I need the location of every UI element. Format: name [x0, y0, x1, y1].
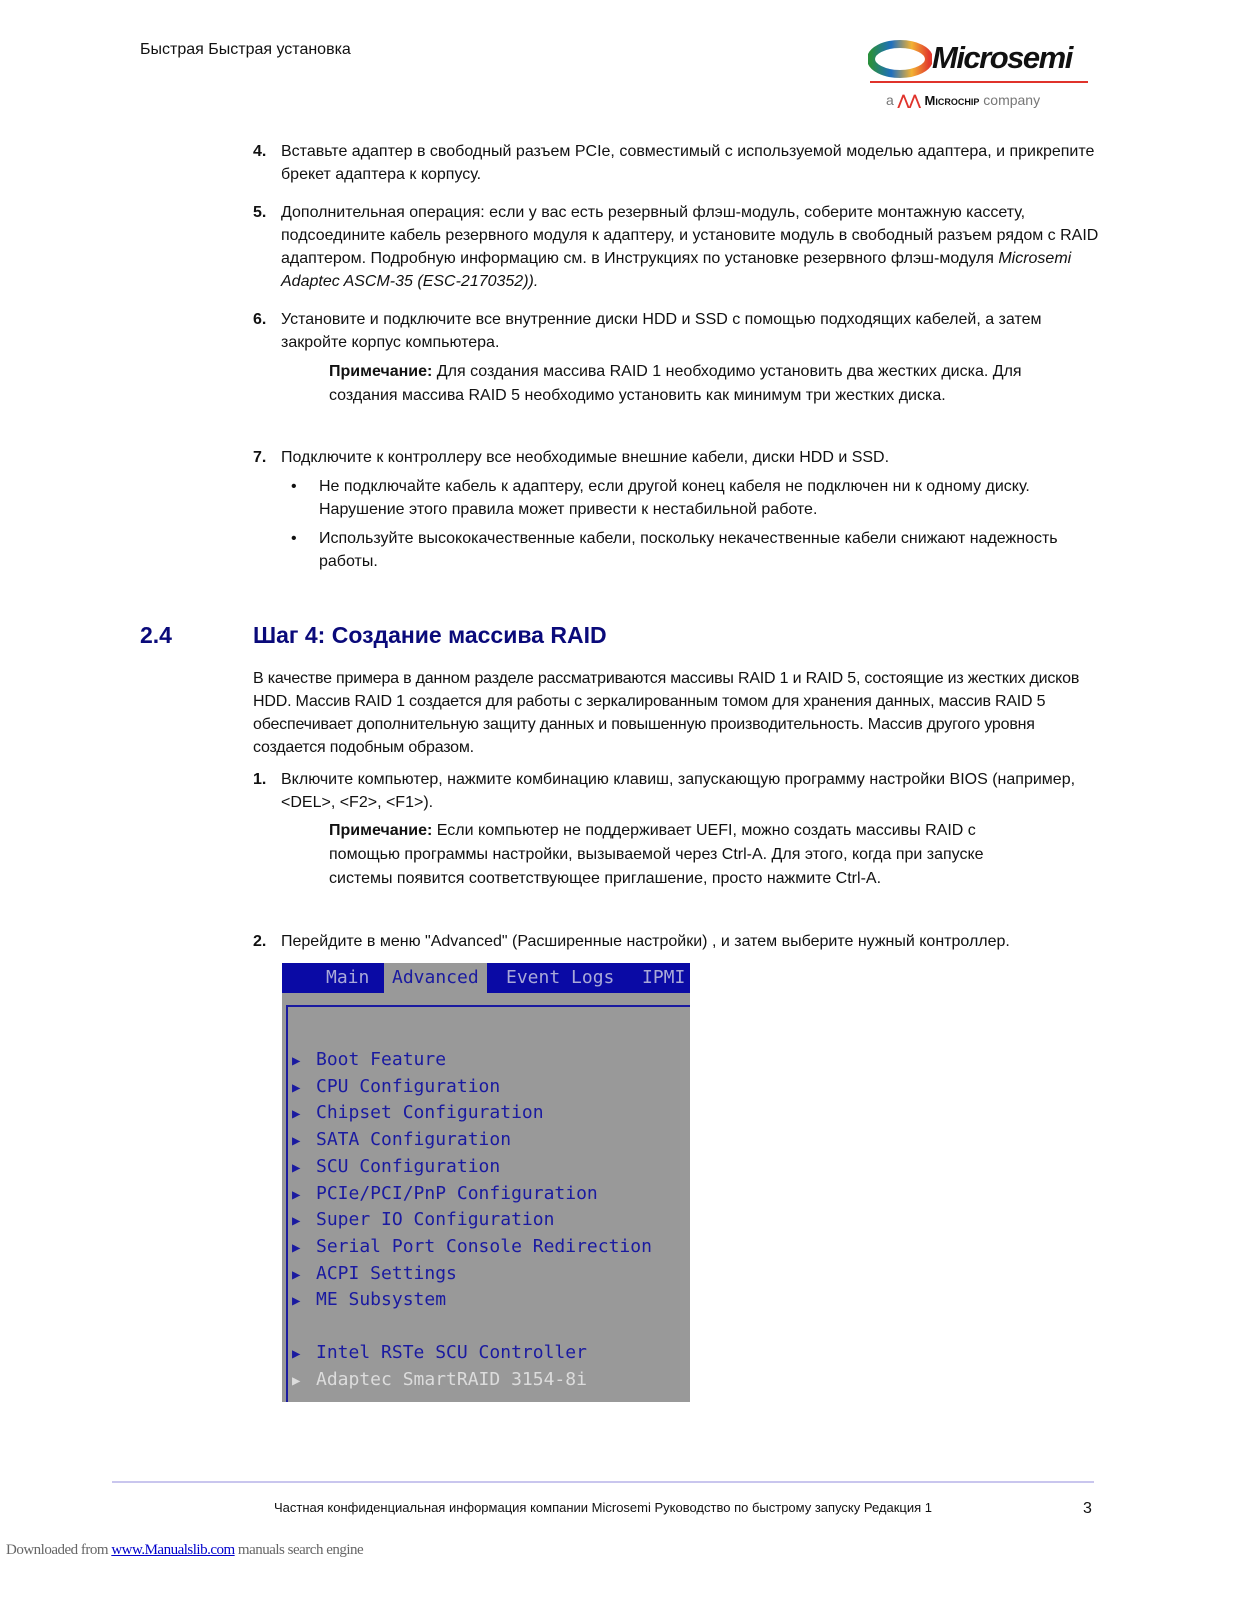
step-number: 4.: [253, 143, 267, 160]
section-title: Шаг 4: Создание массива RAID: [253, 622, 607, 648]
manualslib-link[interactable]: www.Manualslib.com: [111, 1542, 235, 1558]
arrow-right-icon: ▶: [292, 1079, 301, 1096]
footer-divider: [112, 1481, 1094, 1483]
arrow-right-icon: ▶: [292, 1239, 301, 1256]
bios-menu-item[interactable]: [292, 1208, 554, 1233]
download-suffix: manuals search engine: [234, 1542, 364, 1558]
page-number: 3: [1083, 1500, 1092, 1517]
note-label: Примечание:: [329, 363, 433, 380]
bios-menu-item[interactable]: [292, 1235, 652, 1260]
step-text: Вставьте адаптер в свободный разъем PCIe, совместимый с используемой моделью адаптера, и прикрепите брекет адаптера к корпусу.: [281, 143, 1095, 183]
step-number: 7.: [253, 449, 267, 466]
bios-screenshot: [282, 963, 690, 1402]
bios-menu-item-label: Boot Feature: [316, 1049, 447, 1070]
step-number: 6.: [253, 311, 267, 328]
bios-menu-item[interactable]: [292, 1262, 457, 1287]
step-text: Подключите к контроллеру все необходимые внешние кабели, диски HDD и SSD.: [281, 449, 890, 466]
microsemi-swirl-icon: [868, 40, 932, 78]
step-text: [281, 201, 1111, 293]
step-text-main: Дополнительная операция: если у вас есть резервный флэш-модуль, соберите монтажную кассету, подсоедините кабель резервного модуля к адаптеру, и установите модуль в свободный разъем рядом с RAID адаптером. Подробную информацию см. в Инструкциях по установке резервного флэш-модуля: [281, 204, 1099, 267]
tagline-brand: Microchip: [924, 93, 980, 108]
bios-tab-main: Main: [326, 967, 370, 988]
bios-menu-item[interactable]: [292, 1128, 511, 1153]
step-text: Перейдите в меню "Advanced" (Расширенные настройки) , и затем выберите нужный контроллер.: [281, 933, 1010, 950]
arrow-right-icon: ▶: [292, 1159, 301, 1176]
tagline-prefix: a: [886, 92, 894, 108]
bios-menu-item-label: Intel RSTe SCU Controller: [316, 1342, 587, 1363]
step-text: Установите и подключите все внутренние диски HDD и SSD с помощью подходящих кабелей, а затем закройте корпус компьютера.: [281, 311, 1042, 351]
bullet-text: Не подключайте кабель к адаптеру, если другой конец кабеля не подключен ни к одному диску. Нарушение этого правила может привести к нестабильной работе.: [319, 478, 1030, 518]
bios-menu-item-label: CPU Configuration: [316, 1075, 501, 1097]
bios-menu-item-label: PCIe/PCI/PnP Configuration: [316, 1182, 598, 1204]
arrow-right-icon: ▶: [292, 1266, 301, 1283]
arrow-right-icon: ▶: [292, 1186, 301, 1203]
note-label: Примечание:: [329, 822, 433, 839]
bios-menu-item-label: Serial Port Console Redirection: [316, 1235, 652, 1257]
arrow-right-icon: ▶: [292, 1293, 301, 1310]
step-text: Включите компьютер, нажмите комбинацию клавиш, запускающую программу настройки BIOS (например, <DEL>, <F2>, <F1>).: [281, 771, 1076, 811]
bios-tab-ipmi: IPMI: [642, 967, 686, 988]
step-number: 2.: [253, 933, 267, 950]
bios-tab-advanced: Advanced: [384, 963, 487, 993]
microchip-icon: ⋀⋀: [897, 92, 921, 108]
bios-menu-item[interactable]: [292, 1048, 446, 1073]
arrow-right-icon: ▶: [292, 1133, 301, 1150]
bios-menu-item-label: Adaptec SmartRAID 3154-8i: [316, 1369, 587, 1390]
bios-menu-item-label: ME Subsystem: [316, 1289, 447, 1311]
logo-brand: Microsemi: [932, 40, 1072, 75]
bios-menu-item[interactable]: [292, 1288, 446, 1313]
bios-menu-item-label: Super IO Configuration: [316, 1209, 555, 1231]
tagline-suffix: company: [983, 92, 1041, 108]
arrow-right-icon: ▶: [292, 1346, 301, 1362]
bios-menu-item[interactable]: [292, 1075, 500, 1100]
bios-menu-item[interactable]: [292, 1182, 598, 1207]
logo-tagline: [886, 92, 1040, 109]
bios-menu-item-label: SATA Configuration: [316, 1129, 512, 1151]
bios-menu-item[interactable]: [292, 1368, 587, 1393]
bios-menu-item-label: SCU Configuration: [316, 1155, 501, 1177]
arrow-right-icon: ▶: [292, 1053, 301, 1069]
section-intro: В качестве примера в данном разделе рассматриваются массивы RAID 1 и RAID 5, состоящие из жестких дисков HDD. Массив RAID 1 создается для работы с зеркалированным томом для хранения данных, массив RAID 5 обеспечивает дополнительную защиту данных и повышенную производительность. Массив другого уровня создается подобным образом.: [253, 670, 1080, 756]
arrow-right-icon: ▶: [292, 1373, 301, 1389]
note: [329, 360, 1029, 408]
bios-menu-item-label: ACPI Settings: [316, 1262, 457, 1284]
download-note: [6, 1542, 363, 1559]
section-number: 2.4: [140, 622, 172, 648]
step-number: 1.: [253, 771, 267, 788]
header-title: Быстрая Быстрая установка: [140, 41, 351, 58]
note-text: Если компьютер не поддерживает UEFI, можно создать массивы RAID с помощью программы настройки, вызываемой через Ctrl-A. Для этого, когда при запуске системы появится соответствующее приглашение, просто нажмите Ctrl-A.: [329, 822, 984, 887]
bullet-icon: •: [291, 530, 297, 547]
bios-menu-item[interactable]: [292, 1155, 500, 1180]
bios-menu-item[interactable]: [292, 1101, 544, 1126]
bios-menu-item[interactable]: [292, 1341, 587, 1366]
note-text: Для создания массива RAID 1 необходимо установить два жестких диска. Для создания массива RAID 5 необходимо установить как минимум три жестких диска.: [329, 363, 1022, 404]
bios-tab-bar: [282, 963, 690, 993]
bullet-text: Используйте высококачественные кабели, поскольку некачественные кабели снижают надежность работы.: [319, 530, 1058, 570]
microsemi-logo: [868, 38, 1090, 114]
logo-divider: [870, 81, 1088, 83]
arrow-right-icon: ▶: [292, 1106, 301, 1123]
bullet-icon: •: [291, 478, 297, 495]
note: [329, 819, 1029, 891]
arrow-right-icon: ▶: [292, 1213, 301, 1230]
footer-text: Частная конфиденциальная информация компании Microsemi Руководство по быстрому запуску Редакция 1: [273, 1500, 933, 1515]
bios-menu-item-label: Chipset Configuration: [316, 1102, 544, 1124]
step-text-italic: Microsemi Adaptec ASCM-35 (ESC-2170352)).: [281, 250, 1072, 290]
step-number: 5.: [253, 204, 267, 221]
download-prefix: Downloaded from: [6, 1542, 112, 1558]
bios-tab-event-logs: Event Logs: [506, 967, 615, 988]
